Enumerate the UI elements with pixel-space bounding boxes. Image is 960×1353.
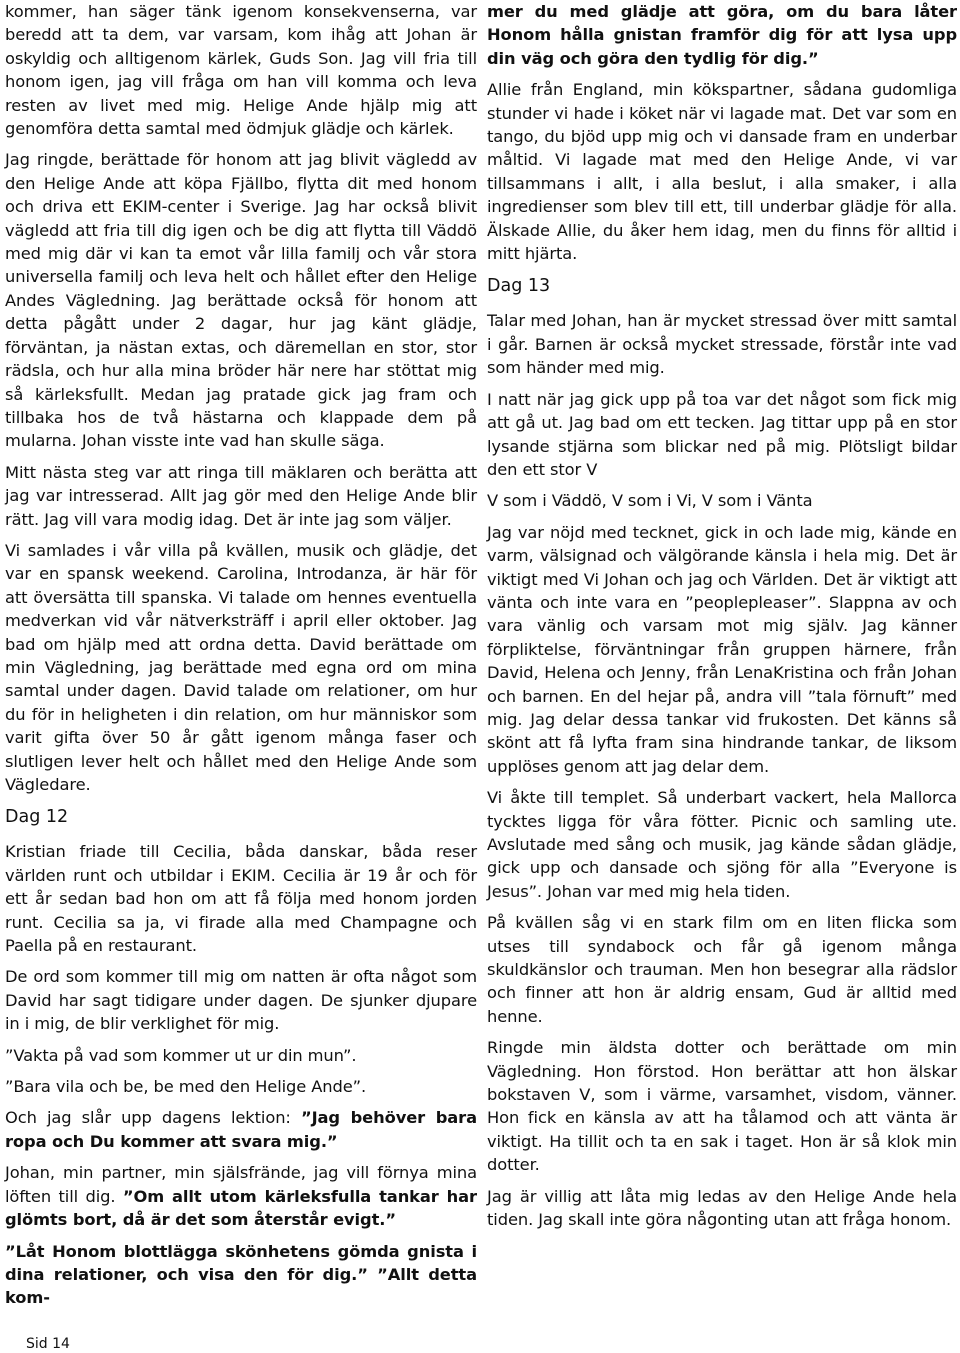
paragraph: Jag var nöjd med tecknet, gick in och lade mig, kände en varm, välsignad och välgörande känsla i hela mig. Det är viktigt med Vi Johan och jag och Världen. Det är viktigt att vänta och inte vara en ”peoplepleaser”. Slappna av och vara vänlig och varsam mot mig själv. Jag känner förpliktelse, förväntningar från gruppen härnere, från David, Helena och Jenny, från LenaKristina och från Johan och barnen. En del hejar på, andra vill ”tala förnuft” med mig. Jag delar dessa tankar vid frukosten. Det känns så skönt att få lyfta fram sina hindrande tankar, de liksom upplöses genom att jag delar dem. xyxy=(487,522,957,776)
bold-quote: mer du med glädje att göra, om du bara låter Honom hålla gnistan framför dig för att lysa upp din väg och göra den tydlig för dig.” xyxy=(487,2,957,68)
paragraph: Vi åkte till templet. Så underbart vackert, hela Mallorca tycktes ligga för våra fötter. Picnic och samling ute. Avslutade med sång och musik, jag kände sådan glädje, gick upp och dansade och sjöng för alla ”Everyone is Jesus”. Johan var med mig hela tiden. xyxy=(487,788,957,901)
paragraph xyxy=(5,1161,477,1231)
day-heading: Dag 12 xyxy=(5,807,69,828)
paragraph: V som i Väddö, V som i Vi, V som i Vänta xyxy=(487,491,813,511)
paragraph: Jag är villig att låta mig ledas av den Helige Ande hela tiden. Jag skall inte göra någonting utan att fråga honom. xyxy=(487,1186,957,1230)
paragraph: Talar med Johan, han är mycket stressad över mitt samtal i går. Barnen är också mycket stressade, förstår inte vad som händer med mig. xyxy=(487,311,957,378)
quote: ”Bara vila och be, be med den Helige Ande”. xyxy=(5,1077,367,1097)
right-column xyxy=(487,0,957,1240)
paragraph: Kristian friade till Cecilia, båda danskar, båda reser världen runt och utbildar i EKIM. Cecilia är 19 år och för ett år sedan bad hon om att få följa med honom jorden runt. Cecilia sa ja, vi firade alla med Champagne och Paella på en restaurant. xyxy=(5,842,477,956)
page-number: Sid 14 xyxy=(26,1336,70,1352)
left-column xyxy=(5,0,477,1318)
paragraph: Mitt nästa steg var att ringa till mäklaren och berätta att jag var intresserad. Allt jag gör med den Helige Ande blir rätt. Jag vill vara modig idag. Det är inte jag som väljer. xyxy=(5,462,477,529)
paragraph xyxy=(5,1240,477,1310)
paragraph: Allie från England, min kökspartner, sådana gudomliga stunder vi hade i köket när vi lagade mat. Det var som en tango, du bjöd upp mig och vi dansade fram en underbar måltid. Vi lagade mat med den Helige Ande, vi var tillsammans i allt, i alla beslut, i alla smaker, i alla ingredienser som blev till ett, till underbar glädje för alla. Älskade Allie, du åker hem idag, men du finns för alltid i mitt hjärta. xyxy=(487,80,957,264)
paragraph: Jag ringde, berättade för honom att jag blivit vägledd av den Helige Ande att köpa Fjällbo, flytta dit med honom och driva ett EKIM-center i Sverige. Jag har också blivit vägledd att fria till dig igen och be dig att flytta till Väddö med mig där vi kan ta emot vår lilla familj och vår stora universella familj och leva helt och hållet efter den Helige Andes Vägledning. Jag berättade också för honom att detta pågått under 2 dagar, hur jag känt glädje, förväntan, ja nästan extas, och däremellan en stor, stor rädsla, och hur alla mina bröder här nere har stöttat mig så kärleksfullt. Medan jag pratade gick jag fram och tillbaka hos de två hästarna och klappade dem på mularna. Johan visste inte vad han skulle säga. xyxy=(5,150,477,451)
text-run: Och jag slår upp dagens lektion: xyxy=(5,1108,301,1128)
day-heading: Dag 13 xyxy=(487,276,551,297)
paragraph: I natt när jag gick upp på toa var det något som fick mig att gå ut. Jag bad om ett tecken. Jag tittar upp på en stor lysande stjärna som blickar ned på mig. Plötsligt bildar den ett stor V xyxy=(487,389,957,479)
bold-quote: ”Låt Honom blottlägga skönhetens gömda gnista i dina relationer, och visa den för dig.” ”Allt detta kom- xyxy=(5,1241,477,1308)
paragraph: På kvällen såg vi en stark film om en liten flicka som utses till syndabock och får gå igenom många skuldkänslor och trauman. Men hon besegrar alla rädslor och finner att hon är aldrig ensam, Gud är alltid med henne. xyxy=(487,913,957,1026)
paragraph: Ringde min äldsta dotter och berättade om min Vägledning. Hon förstod. Hon berättar att hon älskar bokstaven V, som i värme, varsamhet, visdom, vänner. Hon fick en känsla av att ha tålamod och att vänta är viktigt. Ha tillit och ta en sak i taget. Hon är så klok min dotter. xyxy=(487,1038,957,1175)
paragraph xyxy=(5,1106,477,1153)
paragraph: De ord som kommer till mig om natten är ofta något som David har sagt tidigare under dagen. De sjunker djupare in i mig, de blir verklighet för mig. xyxy=(5,967,477,1034)
text-run: Johan, min partner, min själsfrände, jag vill förnya mina löften till dig. xyxy=(5,1163,477,1206)
bold-quote: ”Om allt utom kärleksfulla tankar har glömts bort, då är det som återstår evigt.” xyxy=(5,1186,477,1230)
paragraph xyxy=(487,0,957,70)
paragraph: Vi samlades i vår villa på kvällen, musik och glädje, det var en spansk weekend. Carolina, Introdanza, är här för att översätta till spanska. Vi talade om hennes eventuella medverkan vid vår nätverksträff i april eller oktober. Jag bad om hjälp med att ordna detta. David berättade om min Vägledning, jag berättade med egna ord om mina samtal under dagen. David talade om relationer, om hur du för in heligheten i din relation, om hur människor som varit gifta över 50 år gått igenom många faser och slutligen lever helt och hållet med den Helige Ande som Vägledare. xyxy=(5,540,477,794)
paragraph: kommer, han säger tänk igenom konsekvenserna, var beredd att ta dem, var varsam, kom ihåg att Johan är oskyldig och alltigenom kärlek, Guds Son. Jag vill fria till honom igen, jag vill fråga om han vill komma och leva resten av livet med mig. Helige Ande hjälp mig att genomföra detta samtal med ödmjuk glädje och kärlek. xyxy=(5,2,477,139)
quote: ”Vakta på vad som kommer ut ur din mun”. xyxy=(5,1045,357,1065)
bold-quote: ”Jag behöver bara ropa och Du kommer att svara mig.” xyxy=(5,1108,477,1151)
